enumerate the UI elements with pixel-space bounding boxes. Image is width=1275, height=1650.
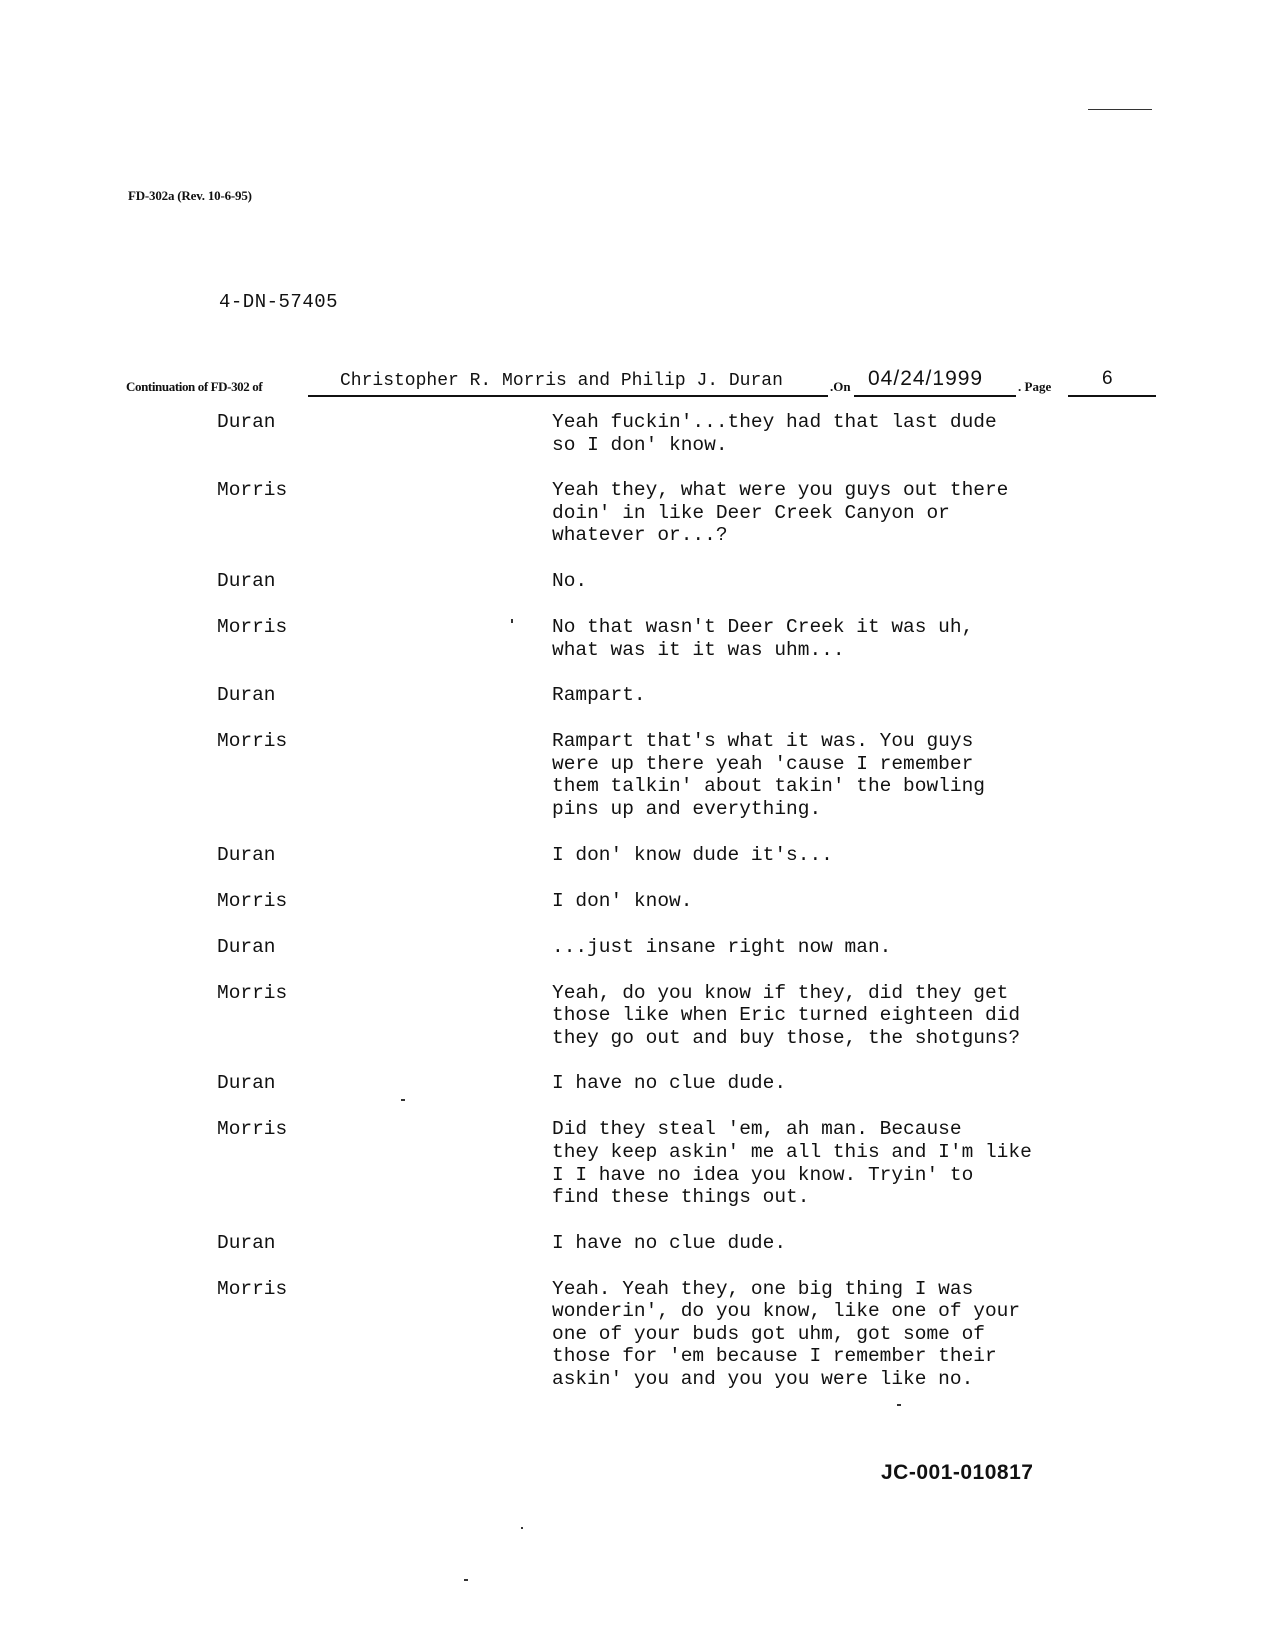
file-number: 4-DN-57405 <box>219 291 339 313</box>
page-underline <box>1068 368 1156 397</box>
transcript-entry <box>217 684 1117 707</box>
speaker-name: Morris <box>217 615 288 638</box>
speaker-name: Morris <box>217 730 288 753</box>
transcript-entry <box>217 936 1117 959</box>
transcript-entry <box>217 982 1117 1050</box>
speaker-name: Morris <box>217 889 288 912</box>
transcript-entry <box>217 1278 1117 1391</box>
utterance-text: I have no clue dude. <box>552 1231 787 1254</box>
utterance-text: Yeah, do you know if they, did they get those like when Eric turned eighteen did they go out and buy those, the shotguns? <box>552 981 1021 1049</box>
transcript-entry <box>217 479 1117 547</box>
utterance-text: I have no clue dude. <box>552 1072 787 1095</box>
utterance-text: Rampart that's what it was. You guys were up there yeah 'cause I remember them talkin' about takin' the bowling pins up and everything. <box>552 730 985 820</box>
utterance-text: Yeah fuckin'...they had that last dude so I don' know. <box>552 411 997 456</box>
scan-speck <box>897 1404 901 1406</box>
utterance-text: Did they steal 'em, ah man. Because they keep askin' me all this and I'm like I I have no idea you know. Tryin' to find these things out. <box>552 1118 1032 1209</box>
utterance-text: I don' know dude it's... <box>552 843 833 866</box>
scan-speck <box>464 1579 468 1581</box>
transcript-entry <box>217 411 1117 456</box>
transcript-entry <box>217 616 1117 661</box>
speaker-name: Duran <box>217 843 276 866</box>
speaker-name: Duran <box>217 684 276 707</box>
scan-speck <box>511 619 513 623</box>
speaker-name: Duran <box>217 1072 276 1095</box>
scan-speck <box>521 1527 523 1529</box>
continuation-header <box>126 368 1156 400</box>
page-label: . Page <box>1018 379 1052 394</box>
transcript-entry <box>217 1232 1117 1255</box>
speaker-name: Morris <box>217 1118 288 1141</box>
transcript <box>217 411 1117 1414</box>
utterance-text: Rampart. <box>552 684 646 707</box>
speaker-name: Duran <box>217 569 276 592</box>
transcript-entry <box>217 844 1117 867</box>
form-id: FD-302a (Rev. 10-6-95) <box>128 188 252 203</box>
utterance-text: ...just insane right now man. <box>552 935 892 958</box>
utterance-text: Yeah. Yeah they, one big thing I was wonderin', do you know, like one of your one of your buds got uhm, got some of those for 'em because I remember their askin' you and you you were like no. <box>552 1277 1021 1391</box>
interview-date: 04/24/1999 <box>868 367 984 390</box>
utterance-text: No that wasn't Deer Creek it was uh, what was it it was uhm... <box>552 615 974 661</box>
utterance-text: I don' know. <box>552 889 693 912</box>
utterance-text: Yeah they, what were you guys out there doin' in like Deer Creek Canyon or whatever or...? <box>552 479 1009 547</box>
speaker-name: Morris <box>217 981 288 1004</box>
date-underline <box>854 368 1016 397</box>
transcript-entry <box>217 1072 1117 1095</box>
transcript-entry <box>217 890 1117 913</box>
scan-mark <box>1088 109 1152 110</box>
continuation-label: Continuation of FD-302 of <box>126 379 263 394</box>
on-label: .On <box>830 379 851 394</box>
bates-number: JC-001-010817 <box>881 1461 1034 1484</box>
subject-names: Christopher R. Morris and Philip J. Duran <box>340 371 783 391</box>
transcript-entry <box>217 1118 1117 1208</box>
speaker-name: Morris <box>217 1277 288 1300</box>
speaker-name: Duran <box>217 935 276 958</box>
transcript-entry <box>217 570 1117 593</box>
speaker-name: Duran <box>217 411 276 433</box>
utterance-text: No. <box>552 569 588 592</box>
speaker-name: Duran <box>217 1231 276 1254</box>
speaker-name: Morris <box>217 479 288 502</box>
scan-speck <box>401 1099 405 1101</box>
transcript-entry <box>217 730 1117 820</box>
subject-underline <box>308 368 828 397</box>
page-number: 6 <box>1102 368 1113 389</box>
